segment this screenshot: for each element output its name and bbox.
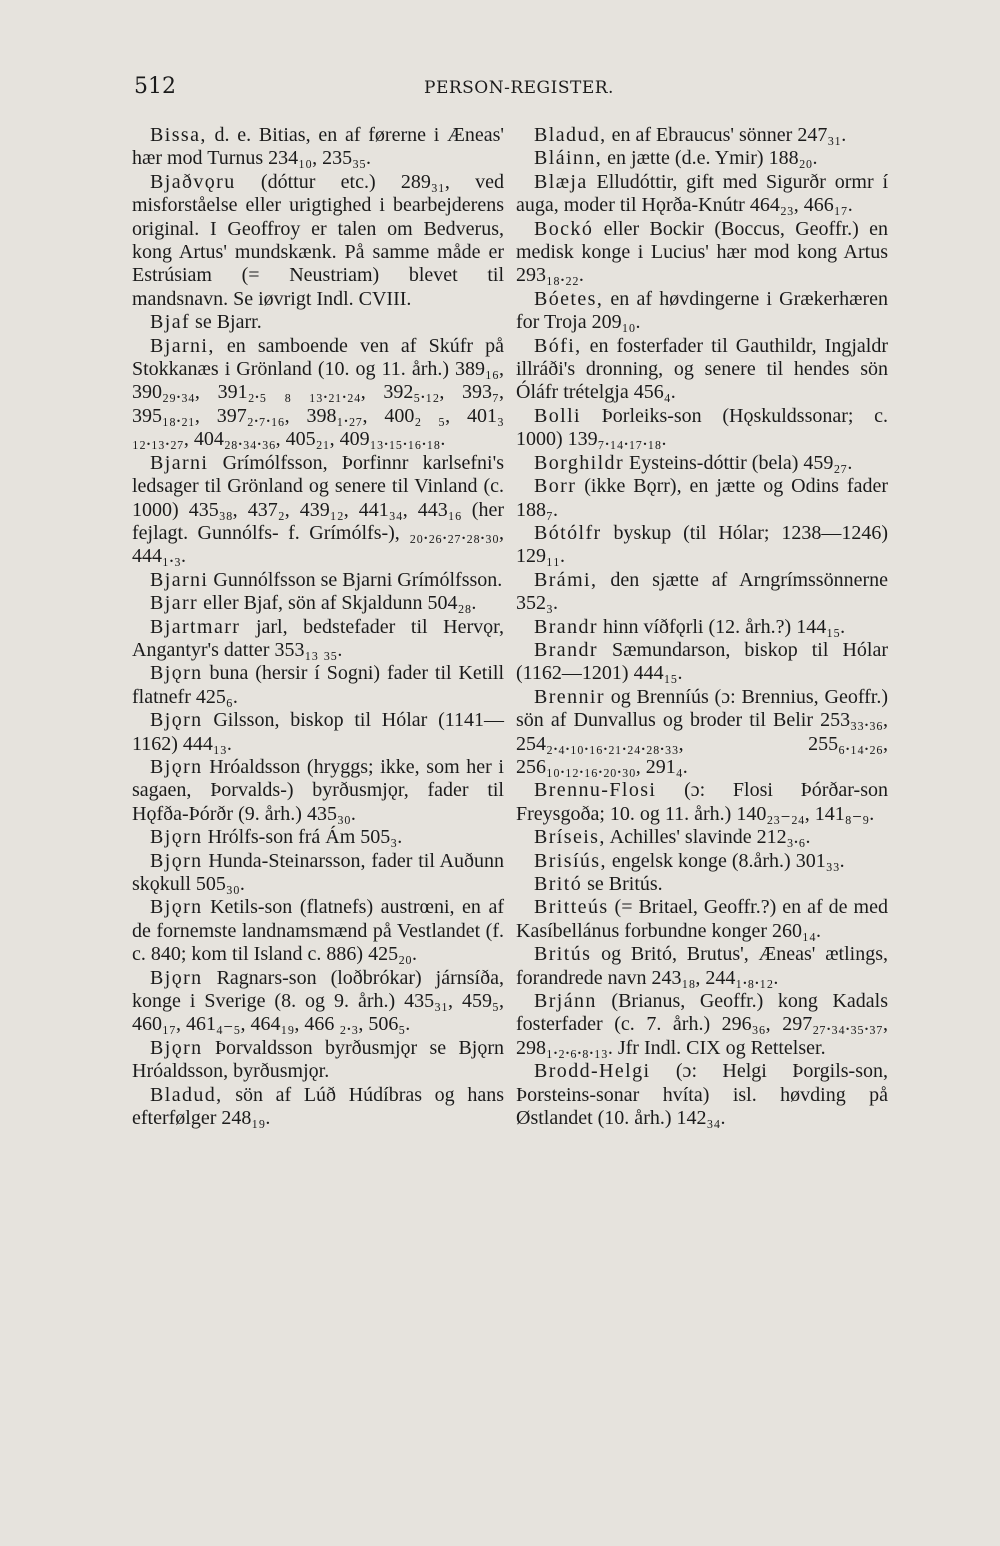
register-entry — [516, 896, 888, 943]
entry-text: se Bjarr. — [190, 311, 262, 334]
entry-text: en fosterfader til Gauthildr, Ingjaldr illráði's dronning, og senere til hendes sön Óláfr trételgja 456₄. — [516, 334, 888, 404]
entry-headword: Bjǫrn — [150, 1036, 203, 1059]
entry-headword: Brodd-Helgi — [534, 1060, 651, 1083]
register-entry — [516, 779, 888, 826]
left-column — [132, 124, 504, 1130]
register-entry — [516, 686, 888, 780]
register-entry — [132, 662, 504, 709]
register-entry — [132, 1084, 504, 1131]
entry-text: byskup (til Hólar; 1238—1246) 129₁₁. — [516, 521, 888, 568]
register-entry — [132, 592, 504, 615]
entry-text: eller Bockir (Boccus, Geoffr.) en medisk konge i Lucius' hær mod kong Artus 293₁₈.₂₂. — [516, 217, 888, 287]
entry-headword: Bjǫrn — [150, 662, 203, 685]
register-entry — [516, 616, 888, 639]
register-entry — [516, 522, 888, 569]
entry-text: (ɔ: Helgi Þorgils-son, Þorsteins-sonar hvíta) isl. høvding på Østlandet (10. årh.) 142₃₄. — [516, 1060, 888, 1130]
entry-headword: Bjǫrn — [150, 755, 203, 778]
register-entry — [132, 335, 504, 452]
entry-text: og Britó, Brutus', Æneas' ætlings, forandrede navn 243₁₈, 244₁.₈.₁₂. — [516, 943, 888, 989]
register-entry — [132, 616, 504, 663]
entry-headword: Brandr — [534, 615, 598, 638]
entry-text: Grímólfsson, Þorfinnr karlsefni's ledsager til Grönland og senere til Vinland (c. 1000) 435₃₈, 437₂, 439₁₂, 441₃₄, 443₁₆ (her fejlagt. Gunnólfs- f. Grímólfs-), ₂₀.₂₆.₂₇.₂₈.₃₀, 444₁.₃. — [132, 451, 504, 568]
entry-text: Hróaldsson (hryggs; ikke, som her i sagaen, Þorvalds-) byrðusmjǫr, fader til Hǫfða-Þórðr (9. årh.) 435₃₀. — [132, 755, 504, 825]
register-entry — [516, 873, 888, 896]
register-entry — [132, 311, 504, 334]
entry-headword: Bjarni, — [150, 334, 215, 357]
register-entry — [516, 943, 888, 990]
entry-headword: Britús — [534, 943, 592, 966]
entry-headword: Bófi, — [534, 334, 582, 357]
entry-headword: Bjǫrn — [150, 896, 203, 919]
entry-headword: Bjarr — [150, 592, 199, 615]
entry-text: en jætte (d.e. Ymir) 188₂₀. — [602, 147, 818, 170]
entry-text: en samboende ven af Skúfr på Stokkanæs i Grönland (10. og 11. årh.) 389₁₆, 390₂₉.₃₄, 391₂.₅ ₈ ₁₃.₂₁.₂₄, 392₅.₁₂, 393₇, 395₁₈.₂₁, 397₂.₇.₁₆, 398₁.₂₇, 400₂ ₅, 401₃ ₁₂.₁₃.₂₇, 404₂₈.₃₄.₃₆, 405₂₁, 409₁₃.₁₅.₁₆.₁₈. — [132, 334, 504, 451]
entry-headword: Brisíús, — [534, 849, 607, 872]
page-number: 512 — [134, 74, 176, 99]
entry-text: d. e. Bitias, en af førerne i Æneas' hær mod Turnus 234₁₀, 235₃₅. — [132, 124, 504, 170]
entry-headword: Bríseis, — [534, 826, 606, 849]
register-entry — [516, 639, 888, 686]
entry-headword: Bissa, — [150, 124, 207, 146]
entry-text: hinn víðfǫrli (12. årh.?) 144₁₅. — [597, 615, 846, 638]
entry-text: (Brianus, Geoffr.) kong Kadals fosterfader (c. 7. årh.) 296₃₆, 297₂₇.₃₄.₃₅.₃₇, 298₁.₂.₆.₈.₁₃. Jfr Indl. CIX og Rettelser. — [516, 990, 888, 1059]
entry-text: Hrólfs-son frá Ám 505₃. — [202, 826, 403, 849]
entry-headword: Bockó — [534, 217, 594, 240]
entry-headword: Borr — [534, 475, 577, 498]
register-entry — [132, 452, 504, 569]
entry-headword: Britó — [534, 873, 583, 895]
entry-headword: Brámi, — [534, 568, 598, 591]
register-entry — [516, 1060, 888, 1130]
entry-text: eller Bjaf, sön af Skjaldunn 504₂₈. — [198, 592, 477, 615]
entry-headword: Bjartmarr — [150, 615, 241, 638]
register-entry — [516, 335, 888, 405]
entry-headword: Bjarni — [150, 568, 209, 591]
entry-text: Eysteins-dóttir (bela) 459₂₇. — [624, 451, 853, 474]
entry-text: Ragnars-son (loðbrókar) járnsíða, konge i Sverige (8. og 9. årh.) 435₃₁, 459₅, 460₁₇, 461₄₋₅, 464₁₉, 466 ₂.₃, 506₅. — [132, 966, 504, 1036]
entry-text: se Britús. — [582, 873, 663, 895]
register-entry — [516, 569, 888, 616]
entry-text: jarl, bedstefader til Hervǫr, Angantyr's datter 353₁₃ ₃₅. — [132, 615, 504, 661]
entry-headword: Brennir — [534, 685, 605, 708]
register-entry — [516, 990, 888, 1060]
register-entry — [132, 709, 504, 756]
register-entry — [132, 896, 504, 966]
entry-headword: Bladud, — [534, 124, 607, 146]
register-entry — [516, 171, 888, 218]
register-entry — [516, 475, 888, 522]
entry-headword: Bláinn, — [534, 147, 603, 170]
running-head: PERSON-REGISTER. — [424, 78, 614, 98]
register-entry — [132, 171, 504, 311]
register-entry — [132, 124, 504, 171]
register-entry — [516, 405, 888, 452]
entry-headword: Brandr — [534, 638, 598, 661]
register-entry — [516, 826, 888, 849]
entry-headword: Bjarni — [150, 451, 209, 474]
register-entry — [132, 826, 504, 849]
entry-headword: Bjǫrn — [150, 826, 203, 849]
entry-headword: Bjǫrn — [150, 709, 203, 732]
entry-text: en af høvdingerne i Grækerhæren for Troja 209₁₀. — [516, 287, 888, 334]
entry-text: Ketils-son (flatnefs) austrœni, en af de fornemste landnamsmænd på Vestlandet (f. c. 840; kom til Island c. 886) 425₂₀. — [132, 896, 504, 966]
entry-text: engelsk konge (8.årh.) 301₃₃. — [606, 849, 845, 872]
entry-text: sön af Lúð Húdíbras og hans efterfølger 248₁₉. — [132, 1083, 504, 1130]
entry-text: Þorvaldsson byrðusmjǫr se Bjǫrn Hróaldsson, byrðusmjǫr. — [132, 1036, 504, 1083]
entry-text: den sjætte af Arngrímssönnerne 352₃. — [516, 568, 888, 615]
entry-headword: Bjǫrn — [150, 849, 203, 872]
register-entry — [132, 850, 504, 897]
register-entry — [132, 967, 504, 1037]
entry-headword: Britteús — [534, 896, 609, 919]
register-entry — [516, 850, 888, 873]
entry-text: en af Ebraucus' sönner 247₃₁. — [606, 124, 847, 146]
entry-headword: Brjánn — [534, 990, 597, 1013]
entry-text: Þorleiks-son (Hǫskuldssonar; c. 1000) 139₇.₁₄.₁₇.₁₈. — [516, 404, 888, 451]
entry-text: Achilles' slavinde 212₃.₆. — [605, 826, 811, 849]
entry-text: og Brenníús (ɔ: Brennius, Geoffr.) sön af Dunvallus og broder til Belir 253₃₃.₃₆, 254₂.₄.₁₀.₁₆.₂₁.₂₄.₂₈.₃₃, 255₆.₁₄.₂₆, 256₁₀.₁₂.₁₆.₂₀.₃₀, 291₄. — [516, 685, 888, 778]
entry-text: Hunda-Steinarsson, fader til Auðunn skǫkull 505₃₀. — [132, 849, 504, 895]
register-entry — [132, 1037, 504, 1084]
entry-text: Gilsson, biskop til Hólar (1141—1162) 444₁₃. — [132, 709, 504, 755]
entry-headword: Bjaf — [150, 311, 191, 334]
entry-text: (dóttur etc.) 289₃₁, ved misforståelse eller urigtighed i bearbejderens original. I Geoffroy er talen om Bedverus, kong Artus' mundskænk. På samme måde er Estrúsiam (= Neustriam) blevet til mandsnavn. Se iøvrigt Indl. CVIII. — [132, 170, 504, 310]
entry-headword: Borghildr — [534, 451, 625, 474]
register-entry — [516, 218, 888, 288]
entry-headword: Brennu-Flosi — [534, 779, 657, 802]
register-entry — [516, 147, 888, 170]
entry-text: Sæmundarson, biskop til Hólar (1162—1201) 444₁₅. — [516, 638, 888, 685]
entry-text: Elludóttir, gift med Sigurðr ormr í auga, moder til Hǫrða-Knútr 464₂₃, 466₁₇. — [516, 170, 888, 217]
entry-headword: Blæja — [534, 170, 588, 193]
entry-text: (ikke Bǫrr), en jætte og Odins fader 188₇. — [516, 475, 888, 521]
right-column — [516, 124, 888, 1130]
register-entry — [516, 124, 888, 147]
entry-text: (= Britael, Geoffr.?) en af de med Kasíbellánus forbundne konger 260₁₄. — [516, 896, 888, 942]
entry-headword: Bótólfr — [534, 521, 602, 544]
entry-headword: Bjaðvǫru — [150, 170, 236, 193]
register-entry — [132, 569, 504, 592]
entry-headword: Bladud, — [150, 1083, 223, 1106]
entry-headword: Bóetes, — [534, 287, 604, 310]
register-entry — [516, 288, 888, 335]
entry-headword: Bjǫrn — [150, 966, 203, 989]
entry-text: (ɔ: Flosi Þórðar-son Freysgoða; 10. og 11. årh.) 140₂₃₋₂₄, 141₈₋₉. — [516, 779, 888, 825]
register-entry — [132, 756, 504, 826]
entry-text: Gunnólfsson se Bjarni Grímólfsson. — [208, 568, 503, 591]
entry-text: buna (hersir í Sogni) fader til Ketill flatnefr 425₆. — [132, 662, 504, 708]
entry-headword: Bolli — [534, 404, 582, 427]
register-entry — [516, 452, 888, 475]
